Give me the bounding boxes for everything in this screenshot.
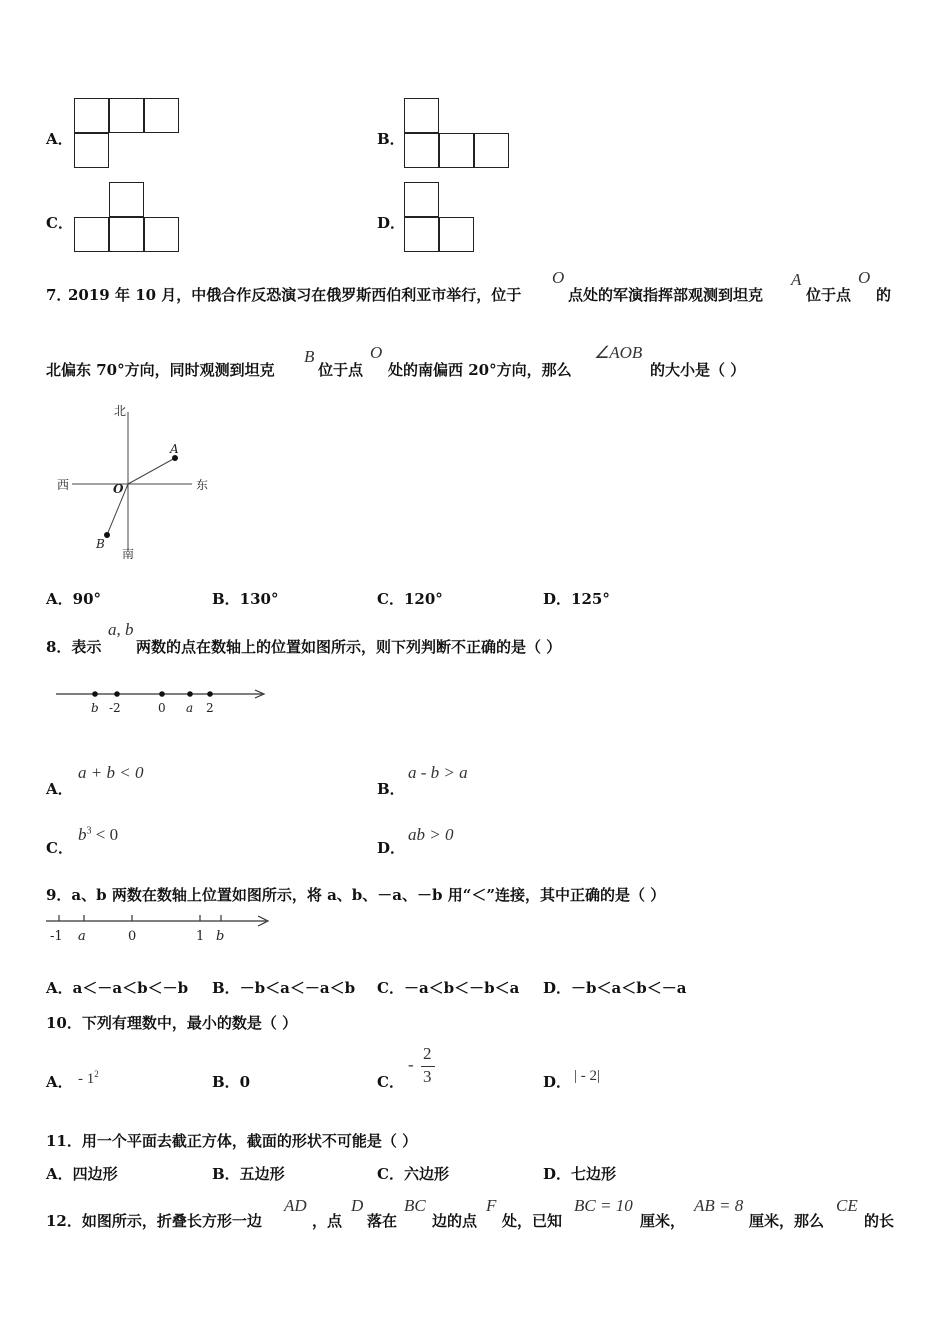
axis-label-2: 2 [206, 701, 214, 715]
q12-text-3: 落在 [367, 1212, 398, 1230]
q7-symbol-angle-aob: ∠AOB [594, 343, 643, 362]
q12-symbol-bc-10: BC = 10 [574, 1196, 633, 1215]
q10-option-a-expr [78, 1069, 99, 1088]
q12-text-6: 厘米， [640, 1212, 686, 1230]
q7-direction-figure [50, 400, 220, 565]
q7-line-2 [46, 343, 926, 383]
q6-option-a-net [74, 98, 184, 173]
q8-symbol-ab: a, b [108, 620, 134, 639]
q7-text-4: 的 [876, 286, 892, 304]
q6-option-d-net [404, 182, 484, 257]
east-label: 东 [196, 478, 209, 492]
q12-symbol-bc: BC [404, 1196, 426, 1215]
q8-option-b-label: B． [377, 780, 405, 798]
q7-text-3: 位于点 [806, 286, 852, 304]
q9-number-line [44, 910, 274, 946]
q7-text-5: 北偏东 70°方向，同时观测到坦克 [46, 361, 275, 379]
q11-option-b: B．五边形 [212, 1165, 285, 1183]
axis9-label-b: b [216, 929, 225, 944]
q10-option-b: B．0 [212, 1073, 251, 1091]
axis9-label-minus-1: -1 [50, 929, 63, 944]
point-b-label: B [96, 537, 105, 551]
q12-text-4: 边的点 [432, 1212, 478, 1230]
q10-a-exponent: 2 [94, 1069, 99, 1079]
axis-label-0: 0 [158, 701, 166, 715]
q8-option-a-expr: a + b < 0 [78, 763, 144, 782]
q7-option-d: D．125° [543, 590, 610, 608]
q11-option-c: C．六边形 [377, 1165, 449, 1183]
q7-text-8: 的大小是（ ） [650, 361, 746, 379]
q7-option-b: B．130° [212, 590, 279, 608]
q10-option-d-expr: | - 2| [574, 1068, 601, 1084]
q10-stem: 10．下列有理数中，最小的数是（ ） [46, 1014, 298, 1032]
q6-option-b-label: B． [377, 130, 405, 148]
q8-number-line [52, 683, 272, 719]
q10-option-c-fraction [408, 1044, 438, 1090]
q8-option-d-expr: ab > 0 [408, 825, 454, 844]
q12-text-2: ，点 [312, 1212, 343, 1230]
q8-option-d-label: D． [377, 839, 406, 857]
q7-symbol-o-2: O [858, 268, 871, 287]
q12-text-8: 的长 [864, 1212, 895, 1230]
q12-stem [46, 1194, 926, 1234]
q7-line-1 [46, 268, 926, 308]
q10-c-sign: - [408, 1055, 414, 1074]
q7-symbol-a: A [791, 270, 802, 289]
q12-symbol-d: D [351, 1196, 364, 1215]
q11-option-a: A．四边形 [46, 1165, 118, 1183]
q8-option-c-label: C． [46, 839, 73, 857]
q10-option-c-label: C． [377, 1073, 404, 1091]
q7-symbol-o-3: O [370, 343, 383, 362]
point-a-label: A [170, 442, 179, 456]
q8-c-rest: < 0 [95, 825, 119, 844]
q6-option-c-label: C． [46, 214, 73, 232]
q10-c-denominator: 3 [423, 1067, 432, 1086]
q8-text: 两数的点在数轴上的位置如图所示，则下列判断不正确的是（ ） [136, 638, 562, 656]
q12-text-1: 12．如图所示，折叠长方形一边 [46, 1212, 262, 1230]
q8-option-b-expr: a - b > a [408, 763, 468, 782]
north-label: 北 [114, 404, 127, 418]
q12-text-5: 处，已知 [502, 1212, 563, 1230]
axis9-label-a: a [78, 929, 86, 944]
west-label: 西 [57, 478, 70, 492]
q10-c-numerator: 2 [423, 1044, 432, 1063]
q12-symbol-f: F [486, 1196, 497, 1215]
q10-a-base: - 1 [78, 1071, 95, 1087]
q9-stem: 9．a、b 两数在数轴上位置如图所示，将 a、b、－a、－b 用“＜”连接，其中正确的是（ ） [46, 886, 666, 904]
q6-option-b-net [404, 98, 514, 173]
q9-option-a: A．a＜－a＜b＜－b [46, 979, 189, 997]
q12-text-7: 厘米，那么 [749, 1212, 825, 1230]
q12-symbol-ce: CE [836, 1196, 858, 1215]
q7-text-2: 点处的军演指挥部观测到坦克 [568, 286, 764, 304]
q7-text-7: 处的南偏西 20°方向，那么 [388, 361, 572, 379]
q11-stem: 11．用一个平面去截正方体，截面的形状不可能是（ ） [46, 1132, 418, 1150]
q7-option-a: A．90° [46, 590, 102, 608]
q8-c-base: b [78, 825, 87, 844]
axis-label-minus-2: -2 [109, 701, 121, 715]
q8-number: 8．表示 [46, 638, 102, 656]
q7-symbol-b: B [304, 347, 315, 366]
q7-text-1: 2019 年 10 月，中俄合作反恐演习在俄罗斯西伯利亚市举行，位于 [68, 286, 522, 304]
q9-option-c: C．－a＜b＜－b＜a [377, 979, 520, 997]
q9-option-d: D．－b＜a＜b＜－a [543, 979, 687, 997]
q6-option-a-label: A． [46, 130, 73, 148]
axis-label-b: b [91, 701, 99, 715]
q8-stem [46, 620, 926, 660]
q6-option-c-net [74, 182, 184, 257]
q12-symbol-ad: AD [284, 1196, 307, 1215]
axis9-label-0: 0 [128, 929, 137, 944]
q11-option-d: D．七边形 [543, 1165, 617, 1183]
south-label: 南 [122, 547, 135, 561]
axis-label-a: a [186, 701, 194, 715]
q6-option-d-label: D． [377, 214, 406, 232]
q7-number: 7． [46, 286, 72, 304]
q7-symbol-o: O [552, 268, 565, 287]
q10-option-d-label: D． [543, 1073, 572, 1091]
q8-option-a-label: A． [46, 780, 73, 798]
origin-o-label: O [113, 482, 124, 496]
axis9-label-1: 1 [196, 929, 205, 944]
q7-option-c: C．120° [377, 590, 443, 608]
q10-option-a-label: A． [46, 1073, 73, 1091]
q7-text-6: 位于点 [318, 361, 364, 379]
q8-option-c-expr [78, 825, 118, 845]
q12-symbol-ab-8: AB = 8 [694, 1196, 744, 1215]
q9-option-b: B．－b＜a＜－a＜b [212, 979, 356, 997]
q8-c-exponent: 3 [86, 825, 92, 837]
